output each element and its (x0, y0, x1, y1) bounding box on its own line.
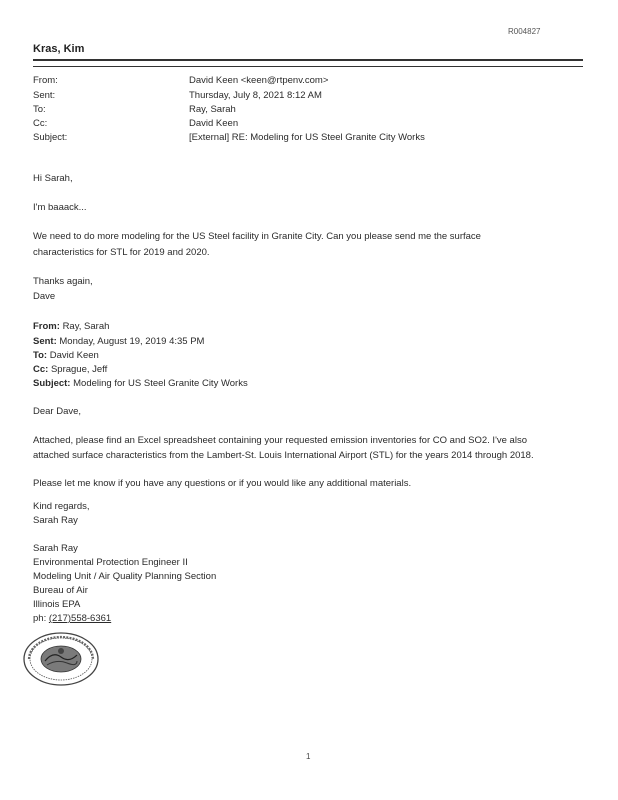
greeting: Hi Sarah, (33, 173, 73, 184)
document-id: R004827 (508, 27, 541, 36)
fwd-paragraph: Please let me know if you have any questions or if you would like any additional materials. (33, 478, 412, 489)
fwd-cc-value: Sprague, Jeff (50, 364, 108, 375)
phone-label: ph: (33, 613, 47, 624)
fwd-from (33, 320, 109, 334)
fwd-paragraph-line: attached surface characteristics from the Lambert-St. Louis International Airport (STL) for the years 2014 through 2018. (33, 450, 534, 461)
seal-graphic (21, 631, 101, 687)
to-label: To: (33, 104, 46, 115)
fwd-cc-label: Cc: (33, 364, 49, 375)
phone-link[interactable]: (217)558-6361 (48, 613, 112, 624)
subject-label: Subject: (33, 132, 68, 143)
fwd-to (33, 349, 99, 363)
from-label: From: (33, 75, 58, 86)
fwd-from-value: Ray, Sarah (62, 321, 110, 332)
agency-seal-logo (21, 631, 101, 690)
signature-agency: Illinois EPA (33, 599, 81, 610)
fwd-cc (33, 363, 107, 377)
fwd-sent-value: Monday, August 19, 2019 4:35 PM (59, 336, 205, 347)
signoff: Dave (33, 291, 56, 302)
fwd-closing: Kind regards, (33, 501, 90, 512)
signature-unit: Modeling Unit / Air Quality Planning Section (33, 571, 217, 582)
header-divider (33, 59, 583, 67)
signature-bureau: Bureau of Air (33, 585, 88, 596)
fwd-subject-label: Subject: (33, 378, 71, 389)
fwd-to-value: David Keen (49, 350, 99, 361)
subject-value: [External] RE: Modeling for US Steel Granite City Works (189, 132, 425, 143)
sent-value: Thursday, July 8, 2021 8:12 AM (189, 90, 322, 101)
to-value: Ray, Sarah (189, 104, 236, 115)
fwd-subject (33, 377, 248, 391)
mailbox-owner-name: Kras, Kim (33, 43, 85, 55)
fwd-sent-label: Sent: (33, 336, 57, 347)
cc-value: David Keen (189, 118, 239, 129)
sent-label: Sent: (33, 90, 56, 101)
body-paragraph-line: characteristics for STL for 2019 and 2020. (33, 247, 210, 258)
fwd-from-label: From: (33, 321, 60, 332)
fwd-greeting: Dear Dave, (33, 406, 82, 417)
body-paragraph-line: We need to do more modeling for the US Steel facility in Granite City. Can you please send me the surface (33, 231, 481, 242)
fwd-closing-name: Sarah Ray (33, 515, 78, 526)
fwd-paragraph-line: Attached, please find an Excel spreadsheet containing your requested emission inventories for CO and SO2. I've also (33, 435, 527, 446)
signature-phone (33, 611, 111, 627)
fwd-to-label: To: (33, 350, 48, 361)
signature-name: Sarah Ray (33, 543, 78, 554)
thanks-line: Thanks again, (33, 276, 93, 287)
body-line: I'm baaack... (33, 202, 87, 213)
cc-label: Cc: (33, 118, 48, 129)
fwd-sent (33, 335, 204, 349)
from-value: David Keen <keen@rtpenv.com> (189, 75, 329, 86)
fwd-subject-value: Modeling for US Steel Granite City Works (73, 378, 248, 389)
page-number: 1 (306, 752, 311, 761)
signature-title: Environmental Protection Engineer II (33, 557, 188, 568)
